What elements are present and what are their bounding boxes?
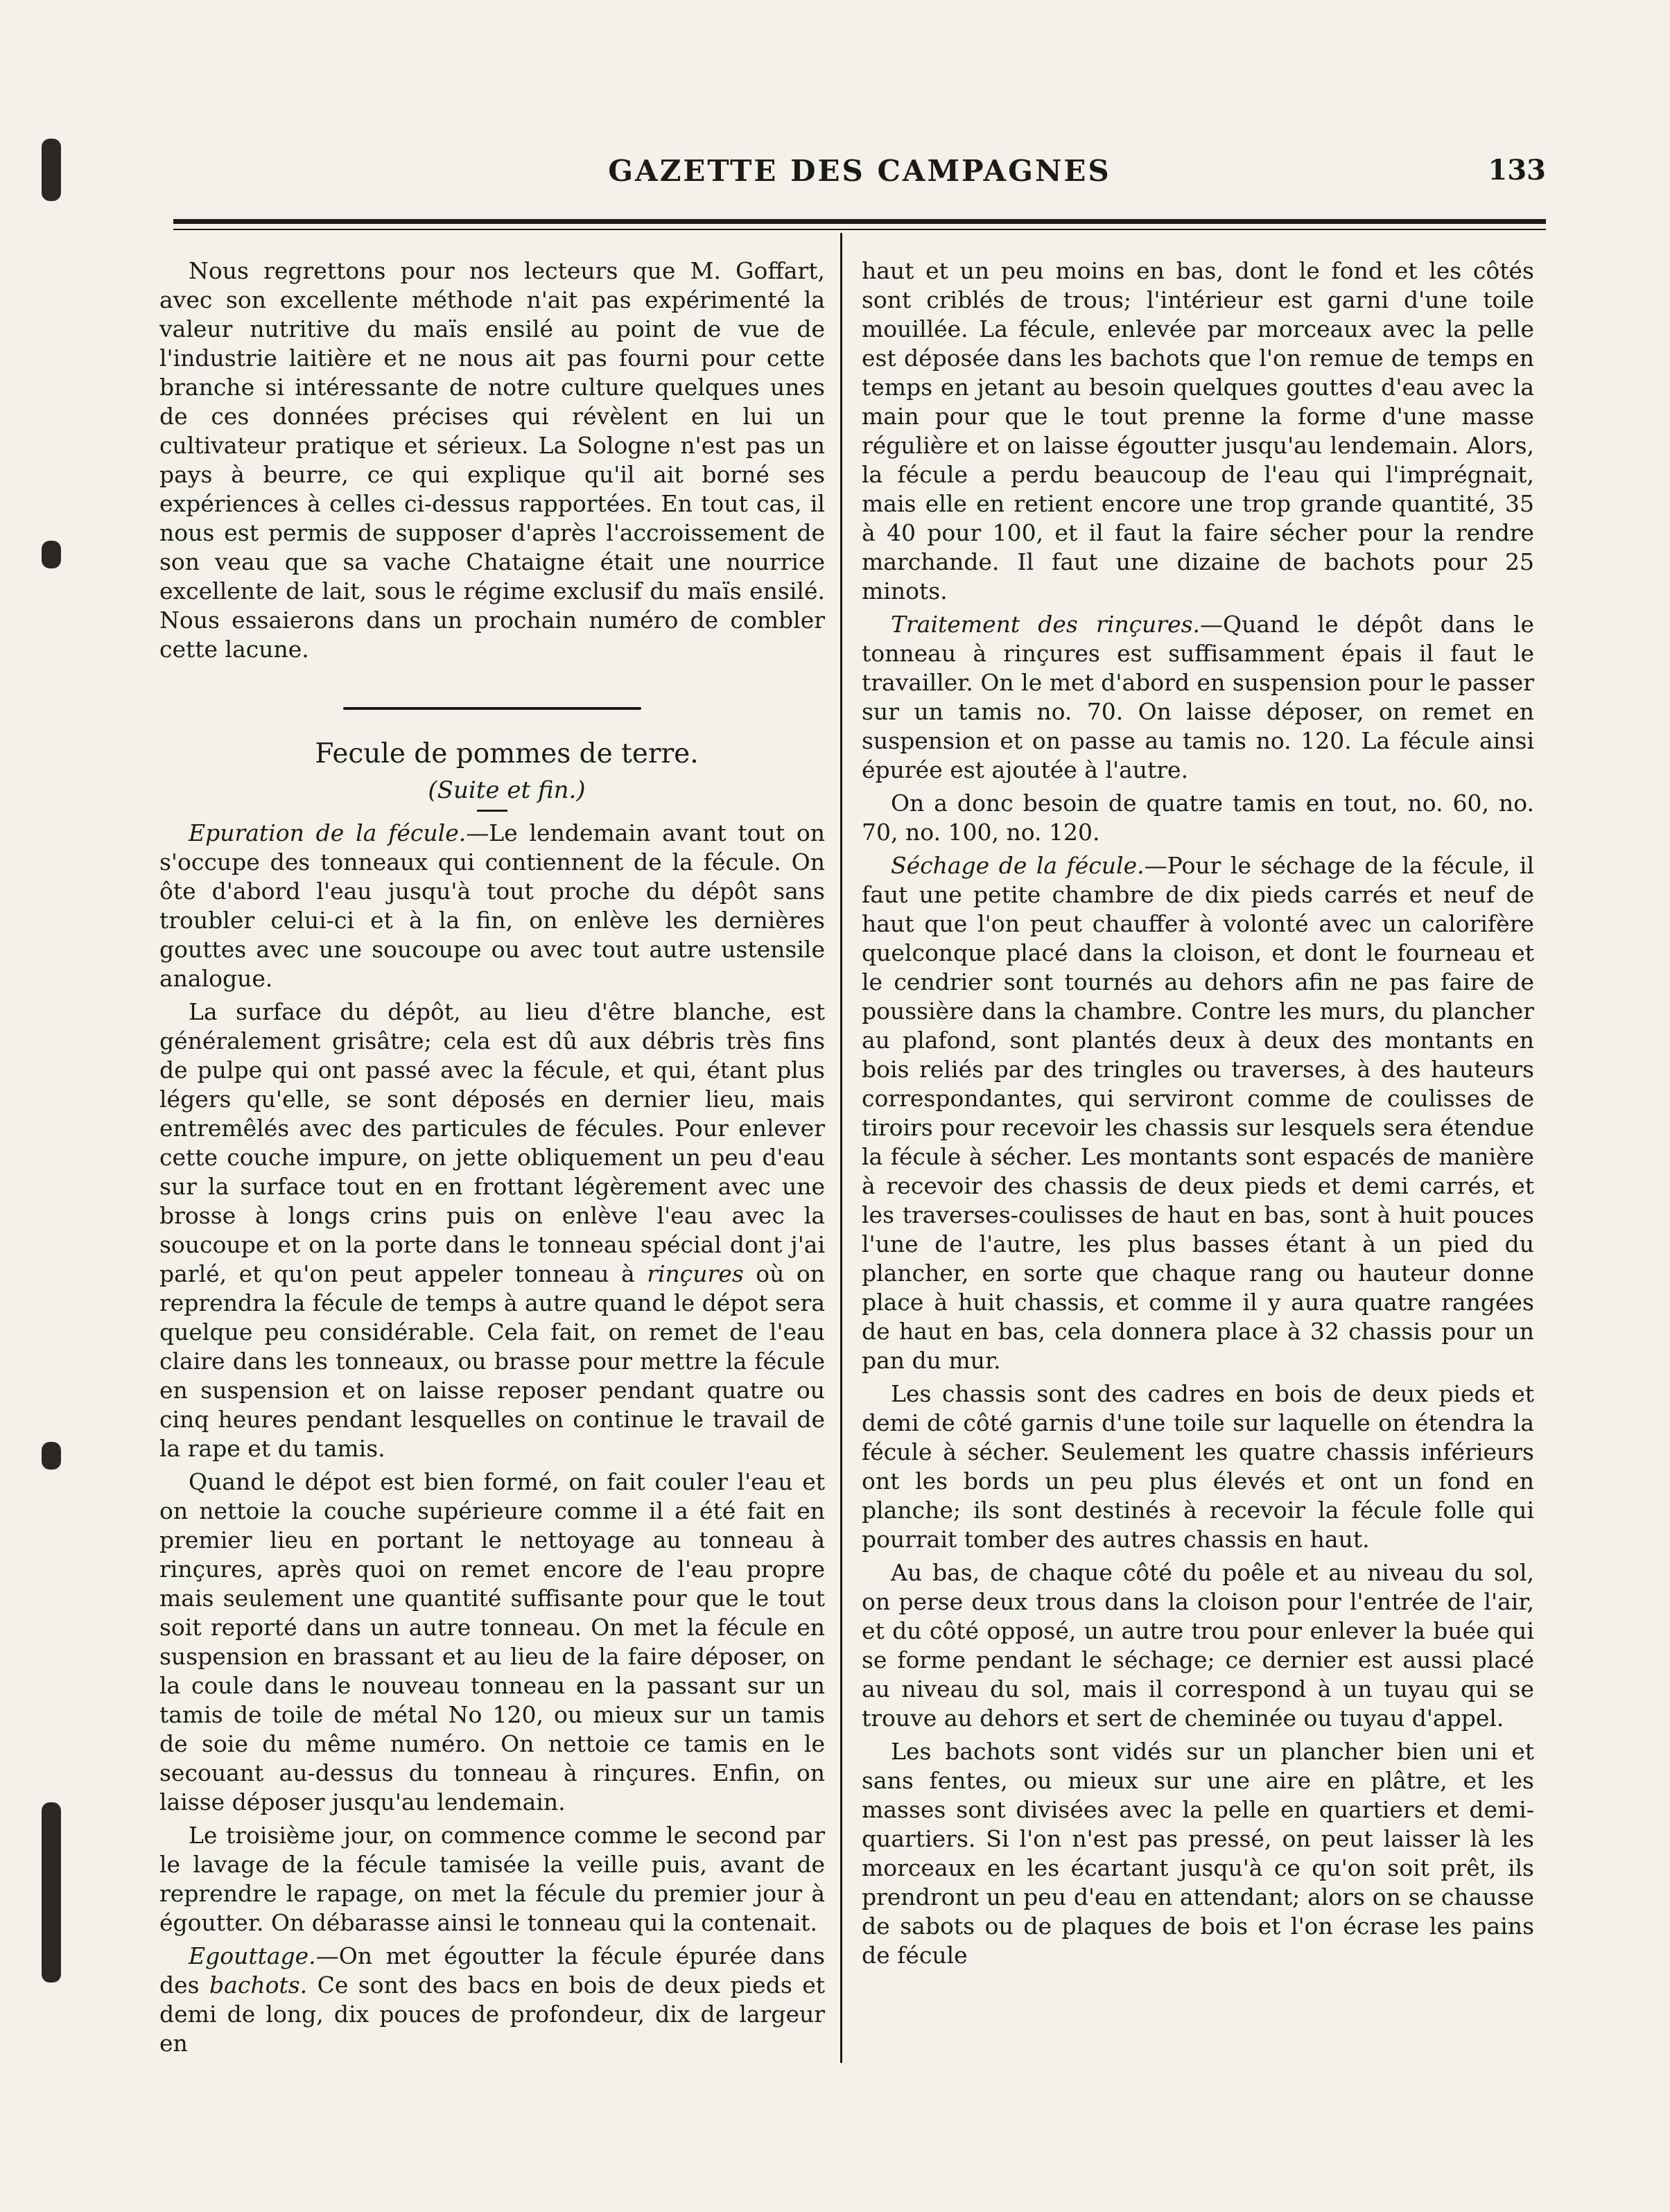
paragraph-depot: Quand le dépot est bien formé, on fait couler l'eau et on nettoie la couche supérieure comme il a été fait en premier lieu en portant le nettoyage au tonneau à rinçures, après quoi on remet encore de l'eau propre mais seulement une quantité suffisante pour que le tout soit reporté dans un autre tonneau. On met la fécule en suspension en brassant et au lieu de la faire déposer, on la coule dans le nouveau tonneau en la passant sur un tamis de toile de métal No 120, ou mieux sur un tamis de soie du même numéro. On nettoie ce tamis en le secouant au-dessus du tonneau à rinçures. Enfin, on laisse déposer jusqu'au lendemain. xyxy=(159,1468,825,1815)
paragraph-bachots-cont: haut et un peu moins en bas, dont le fond et les côtés sont criblés de trous; l'intérieur est garni d'une toile mouillée. La fécule, enlevée par morceaux avec la pelle est déposée dans les bachots que l'on remue de temps en temps en jetant au besoin quelques gouttes d'eau avec la main pour que le tout prenne la forme d'une masse régulière et on laisse égoutter jusqu'au lendemain. Alors, la fécule a perdu beaucoup de l'eau qui l'imprégnait, mais elle en retient encore une trop grande quantité, 35 à 40 pour 100, et il faut la faire sécher pour la rendre marchande. Il faut une dizaine de bachots pour 25 minots. xyxy=(862,257,1534,604)
paragraph-epuration xyxy=(159,819,825,993)
column-divider xyxy=(840,233,842,2063)
article-title: Fecule de pommes de terre. xyxy=(315,738,699,769)
binding-mark-bottom xyxy=(42,1802,61,1983)
left-column xyxy=(159,256,825,2059)
body-surface-b: où on reprendra la fécule de temps à autre quand le dépot sera quelque peu considérable. Cela fait, on remet de l'eau claire dans les tonneaux, ou brasse pour mettre la fécule en suspension et on laisse reposer pendant quatre ou cinq heures pendant lesquelles on continue le travail de la rape et du tamis. xyxy=(159,1260,825,1462)
lead-rincures: Traitement des rinçures. xyxy=(891,611,1201,638)
journal-title: GAZETTE DES CAMPAGNES xyxy=(608,154,1111,188)
body-sechage: —Pour le séchage de la fécule, il faut une petite chambre de dix pieds carrés et neuf de haut que l'on peut chauffer à volonté avec un calorifère quelconque placé dans la cloison, et dont le fourneau et le cendrier sont tournés au dehors afin ne pas faire de poussière dans la chambre. Contre les murs, du plancher au plafond, sont plantés deux à deux des montants en bois reliés par des tringles ou traverses, à des hauteurs correspondantes, qui serviront comme de coulisses de tiroirs pour recevoir les chassis sur lesquels sera étendue la fécule à sécher. Les montants sont espacés de manière à recevoir des chassis de deux pieds et demi carrés, et les traverses-coulisses de haut en bas, sont à huit pouces l'une de l'autre, les plus basses étant à un pied du plancher, en sorte que chaque rang ou hauteur donne place à huit chassis, et comme il y aura quatre rangées de haut en bas, cela donnera place à 32 chassis pour un pan du mur. xyxy=(862,852,1534,1374)
body-epuration: —Le lendemain avant tout on s'occupe des tonneaux qui contiennent de la fécule. On ôte d'abord l'eau jusqu'à tout proche du dépôt sans troubler celui-ci et à la fin, on enlève les dernières gouttes avec une soucoupe ou avec tout autre ustensile analogue. xyxy=(159,819,825,992)
paragraph-rincures xyxy=(862,610,1534,785)
paragraph-sechage xyxy=(862,851,1534,1375)
body-surface-a: La surface du dépôt, au lieu d'être blanche, est généralement grisâtre; cela est dû aux débris très fins de pulpe qui ont passé avec la fécule, et qui, étant plus légers qu'elle, se sont déposés en dernier lieu, mais entremêlés avec des particules de fécules. Pour enlever cette couche impure, on jette obliquement un peu d'eau sur la surface tout en en frottant légèrement avec une brosse à longs crins puis on enlève l'eau avec la soucoupe et on la porte dans le tonneau spécial dont j'ai parlé, et qu'on peut appeler tonneau à xyxy=(159,998,825,1287)
binding-mark-top xyxy=(42,139,61,201)
paragraph-chassis: Les chassis sont des cadres en bois de deux pieds et demi de côté garnis d'une toile sur laquelle on étendra la fécule à sécher. Seulement les quatre chassis inférieurs ont les bords un peu plus élevés et ont un fond en planche; ils sont destinés à recevoir la fécule folle qui pourrait tomber des autres chassis en haut. xyxy=(862,1380,1534,1553)
page-header xyxy=(173,154,1546,195)
binding-mark-upper xyxy=(42,541,61,568)
article-subtitle: (Suite et fin.) xyxy=(428,776,586,804)
header-rule-thick xyxy=(173,219,1546,224)
section-divider xyxy=(343,707,641,710)
paragraph-vidange: Les bachots sont vidés sur un plancher bien uni et sans fentes, ou mieux sur une aire en plâtre, et les masses sont divisées avec la pelle en quartiers et demi-quartiers. Si l'on n'est pas pressé, on peut laisser là les morceaux en les écartant jusqu'à ce qu'on soit prêt, ils prendront un peu d'eau en attendant; alors on se chausse de sabots ou de plaques de bois et l'on écrase les pains de fécule xyxy=(862,1738,1534,1969)
lead-egouttage: Egouttage. xyxy=(189,1942,316,1969)
term-bachots: bachots. xyxy=(209,1971,308,1998)
subtitle-rule xyxy=(477,810,507,812)
body-egouttage-b: Ce sont des bacs en bois de deux pieds et demi de long, dix pouces de profondeur, dix de largeur en xyxy=(159,1971,825,2057)
binding-mark-middle xyxy=(42,1442,61,1470)
term-rincures: rinçures xyxy=(647,1260,744,1287)
body-rincures: —Quand le dépôt dans le tonneau à rinçures est suffisamment épais il faut le travailler. On le met d'abord en suspension pour le passer sur un tamis no. 70. On laisse déposer, on remet en suspension et on passe au tamis no. 120. La fécule ainsi épurée est ajoutée à l'autre. xyxy=(862,611,1534,783)
paragraph-surface xyxy=(159,998,825,1463)
lead-epuration: Epuration de la fécule. xyxy=(189,819,467,846)
paragraph-poele: Au bas, de chaque côté du poêle et au niveau du sol, on perse deux trous dans la cloison pour l'entrée de l'air, et du côté opposé, un autre trou pour enlever la buée qui se forme pendant le séchage; ce dernier est aussi placé au niveau du sol, mais il correspond à un tuyau qui se trouve au dehors et sert de cheminée ou tuyau d'appel. xyxy=(862,1559,1534,1732)
paragraph-troisieme-jour: Le troisième jour, on commence comme le second par le lavage de la fécule tamisée la veille puis, avant de reprendre le rapage, on met la fécule du premier jour à égoutter. On débarasse ainsi le tonneau qui la contenait. xyxy=(159,1822,825,1936)
paragraph-tamis: On a donc besoin de quatre tamis en tout, no. 60, no. 70, no. 100, no. 120. xyxy=(862,790,1534,846)
paragraph-egouttage xyxy=(159,1942,825,2058)
right-column xyxy=(862,256,1534,2059)
page-number: 133 xyxy=(1488,154,1546,186)
body-egouttage-a: —On met égoutter la fécule épurée dans des xyxy=(159,1942,825,1998)
header-rule-thin xyxy=(173,229,1546,230)
lead-sechage: Séchage de la fécule. xyxy=(891,852,1145,879)
paragraph-goffart: Nous regrettons pour nos lecteurs que M. Goffart, avec son excellente méthode n'ait pas expérimenté la valeur nutritive du maïs ensilé au point de vue de l'industrie laitière et ne nous ait pas fourni pour cette branche si intéressante de notre culture quelques unes de ces données précises qui révèlent en lui un cultivateur pratique et sérieux. La Sologne n'est pas un pays à beurre, ce qui explique qu'il ait borné ses expériences à celles ci-dessus rapportées. En tout cas, il nous est permis de supposer d'après l'accroissement de son veau que sa vache Chataigne était une nourrice excellente de lait, sous le régime exclusif du maïs ensilé. Nous essaierons dans un prochain numéro de combler cette lacune. xyxy=(159,257,825,663)
